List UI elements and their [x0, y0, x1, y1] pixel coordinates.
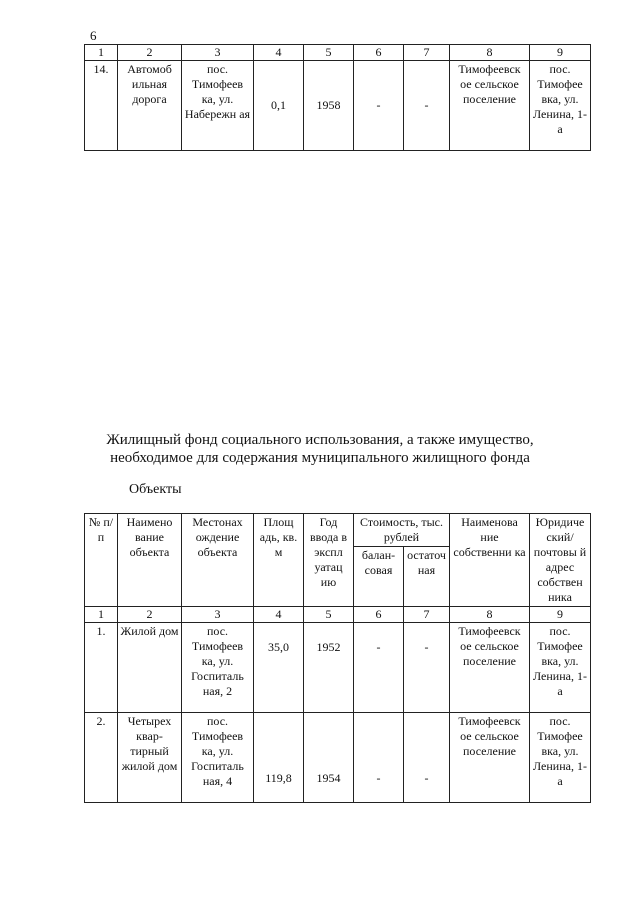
object-location: пос. Тимофеев ка, ул. Госпиталь ная, 2 [182, 623, 254, 713]
owner-name: Тимофеевск ое сельское поселение [450, 713, 530, 803]
object-year: 1952 [304, 623, 354, 713]
balance-value: - [354, 713, 404, 803]
owner-address: пос. Тимофее вка, ул. Ленина, 1-а [530, 61, 591, 151]
row-number: 2. [85, 713, 118, 803]
object-name: Жилой дом [118, 623, 182, 713]
col-number: 9 [530, 607, 591, 623]
header-name: Наимено вание объекта [118, 514, 182, 607]
header-owner: Наименова ние собственни ка [450, 514, 530, 607]
col-number: 7 [404, 45, 450, 61]
residual-value: - [404, 713, 450, 803]
header-area: Площ адь, кв. м [254, 514, 304, 607]
header-balance: балан-совая [354, 547, 404, 607]
header-year: Год ввода в экспл уатац ию [304, 514, 354, 607]
object-name: Четырех квар-тирный жилой дом [118, 713, 182, 803]
section-heading-line1: Жилищный фонд социального использования, а также имущество, [106, 432, 534, 448]
header-num: № п/п [85, 514, 118, 607]
col-number: 8 [450, 45, 530, 61]
object-area: 0,1 [254, 61, 304, 151]
column-number-row [85, 607, 591, 623]
col-number: 8 [450, 607, 530, 623]
balance-value: - [354, 61, 404, 151]
header-row [85, 514, 591, 547]
row-number: 1. [85, 623, 118, 713]
section-heading-line2: необходимое для содержания муниципального жилищного фонда [110, 450, 530, 466]
col-number: 3 [182, 45, 254, 61]
residual-value: - [404, 61, 450, 151]
housing-table [84, 513, 591, 803]
owner-address: пос. Тимофее вка, ул. Ленина, 1-а [530, 623, 591, 713]
object-area: 35,0 [254, 623, 304, 713]
residual-value: - [404, 623, 450, 713]
page-number: 6 [90, 28, 97, 43]
row-number: 14. [85, 61, 118, 151]
col-number: 5 [304, 45, 354, 61]
col-number: 3 [182, 607, 254, 623]
table-row [85, 623, 591, 713]
owner-name: Тимофеевск ое сельское поселение [450, 61, 530, 151]
column-number-row [85, 45, 591, 61]
header-residual: остаточ ная [404, 547, 450, 607]
header-location: Местонах ождение объекта [182, 514, 254, 607]
col-number: 5 [304, 607, 354, 623]
col-number: 2 [118, 45, 182, 61]
col-number: 1 [85, 45, 118, 61]
col-number: 6 [354, 45, 404, 61]
objects-label: Объекты [129, 482, 182, 497]
col-number: 4 [254, 45, 304, 61]
table-row [85, 61, 591, 151]
col-number: 2 [118, 607, 182, 623]
col-number: 6 [354, 607, 404, 623]
object-name: Автомоб ильная дорога [118, 61, 182, 151]
object-year: 1958 [304, 61, 354, 151]
object-area: 119,8 [254, 713, 304, 803]
col-number: 4 [254, 607, 304, 623]
col-number: 7 [404, 607, 450, 623]
property-table-continued [84, 44, 591, 151]
header-cost: Стоимость, тыс. рублей [354, 514, 450, 547]
object-location: пос. Тимофеев ка, ул. Набережн ая [182, 61, 254, 151]
col-number: 9 [530, 45, 591, 61]
owner-name: Тимофеевск ое сельское поселение [450, 623, 530, 713]
balance-value: - [354, 623, 404, 713]
table-row [85, 713, 591, 803]
owner-address: пос. Тимофее вка, ул. Ленина, 1-а [530, 713, 591, 803]
col-number: 1 [85, 607, 118, 623]
object-year: 1954 [304, 713, 354, 803]
object-location: пос. Тимофеев ка, ул. Госпиталь ная, 4 [182, 713, 254, 803]
header-address: Юридиче ский/ почтовы й адрес собствен ника [530, 514, 591, 607]
